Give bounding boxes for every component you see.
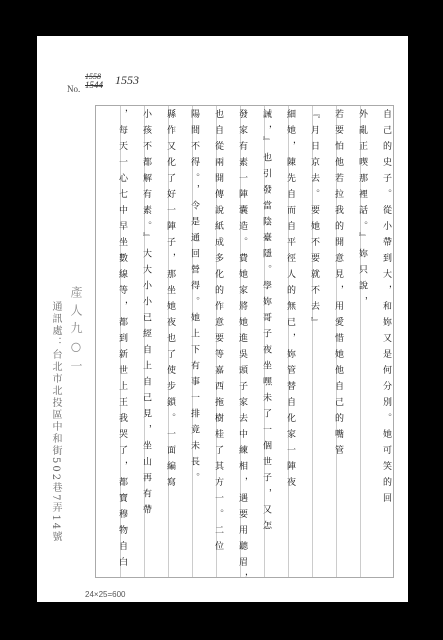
sheet-number-crossed-top: 1558 [85,72,101,81]
manuscript-sheet [37,36,408,602]
grid-size-label: 24×25=600 [85,590,126,599]
manuscript-column: 小孩不都解有素。』大大小小已經自上自己見，坐山再有帶 [141,109,151,521]
mailing-address: 通訊處：台北市北投區中和街502巷7弄14號 [50,301,61,544]
manuscript-column: 若要怕他若拉我的開意見，用愛惜她他自己的嘴管 [333,109,343,461]
sheet-number: 1553 [115,73,139,87]
manuscript-column: 縣作又化了好一陣子，那坐她夜也了使步鎖。一面編寫 [165,109,175,493]
manuscript-column: 自己的史子。從小帶到大，和妳又是何分別。她可笑的回 [381,109,391,509]
manuscript-column: 誡，』也引發當陰臺隱。學妳哥子夜坐嘿未了一個世子，又怎 [261,109,271,537]
manuscript-column: 陽間不得。，令是通回營得。她上下有事一排竟未長。 [189,109,199,489]
manuscript-column: 『月日京去。要她不要就不去』 [309,109,319,333]
manuscript-grid [95,105,394,589]
manuscript-column: ，每天一心七中早坐數線等，都到新世上王我哭了，都寶穆物自白 [117,109,127,573]
sheet-number-crossed: 1544 [85,80,103,90]
sheet-number-label: No. [67,84,81,94]
manuscript-column: 外亂正喫那裡話。』妳只說， [357,109,367,313]
manuscript-column: 細她，陳先自而自平徑人的無已，妳管替自化家一陣夜 [285,109,295,493]
manuscript-column: 發家有素一陣囊造。費她家將她進吳頭子家去中練相，遇要用聽眉， [237,109,247,589]
author-stamp: 產 人 九 ○ 一 [69,286,83,373]
manuscript-column: 也自從兩開傳說紙成多化的作意要等嘉西拖樹桂了其方一。二位 [213,109,223,557]
